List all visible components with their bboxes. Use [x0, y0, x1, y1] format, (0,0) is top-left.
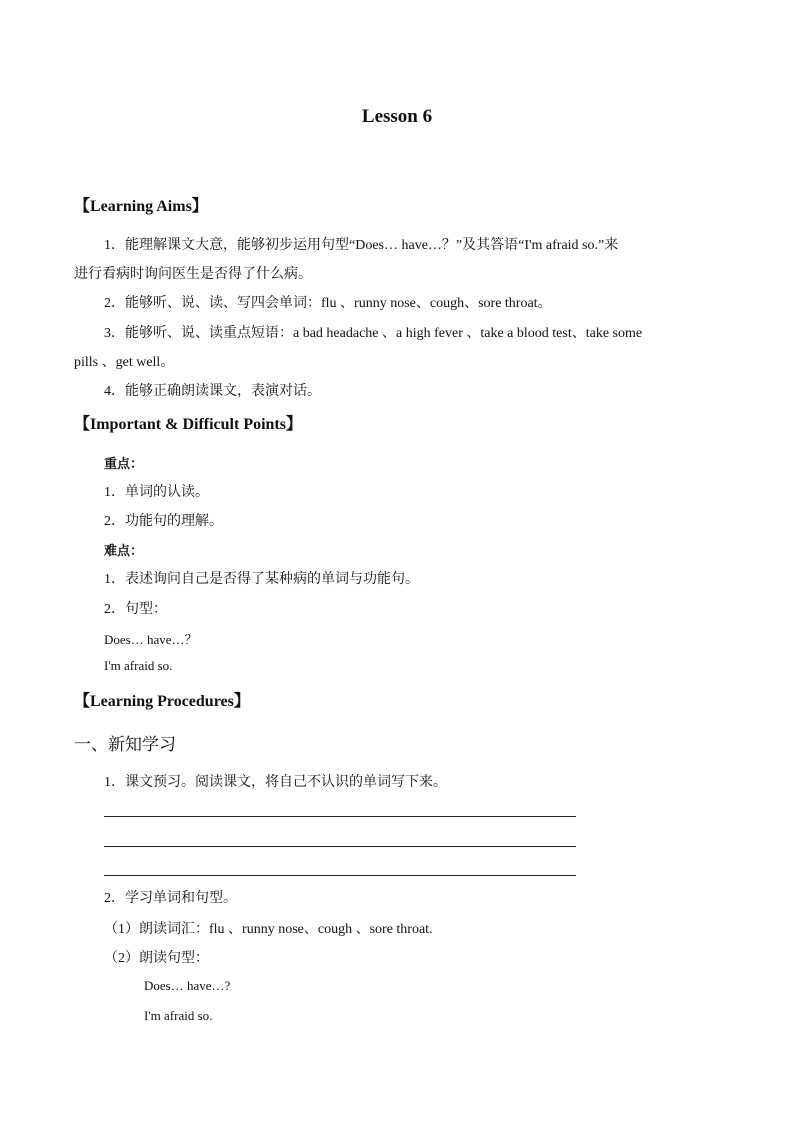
practice-pattern-2: I'm afraid so.: [144, 1008, 213, 1023]
difficult-point-2: 2．句型：: [104, 602, 167, 617]
answer-line-3[interactable]: [104, 875, 576, 876]
aim-1-line-2: 进行看病时询问医生是否得了什么病。: [74, 267, 312, 282]
aim-3-line-2: pills 、get well。: [74, 355, 175, 370]
page-title: Lesson 6: [361, 106, 433, 127]
difficult-points-label: 难点：: [104, 543, 144, 558]
section-1-heading: 一、新知学习: [74, 735, 176, 754]
step-2-1: （1）朗读词汇：flu 、runny nose、cough 、sore throat.: [104, 922, 433, 937]
answer-line-2[interactable]: [104, 846, 576, 847]
practice-pattern-1: Does… have…?: [144, 978, 231, 993]
step-1: 1．课文预习。阅读课文，将自己不认识的单词写下来。: [104, 775, 447, 790]
learning-aims-heading: 【Learning Aims】: [74, 198, 208, 215]
aim-3-line-1: 3．能够听、说、读重点短语：a bad headache 、a high fever 、take a blood test、take some: [104, 326, 643, 341]
important-difficult-heading: 【Important & Difficult Points】: [74, 416, 302, 433]
difficult-point-1: 1．表述询问自己是否得了某种病的单词与功能句。: [104, 572, 419, 587]
aim-4: 4．能够正确朗读课文，表演对话。: [104, 384, 321, 399]
sentence-pattern-1: Does… have…？: [104, 632, 198, 647]
key-point-1: 1．单词的认读。: [104, 485, 209, 500]
sentence-pattern-2: I'm afraid so.: [104, 658, 173, 673]
aim-1-line-1: 1．能理解课文大意，能够初步运用句型“Does… have…？”及其答语“I'm afraid so.”来: [104, 238, 619, 253]
aim-2: 2．能够听、说、读、写四会单词：flu 、runny nose、cough、sore throat。: [104, 296, 552, 311]
learning-procedures-heading: 【Learning Procedures】: [74, 693, 250, 710]
key-points-label: 重点：: [104, 456, 144, 471]
key-point-2: 2．功能句的理解。: [104, 514, 223, 529]
answer-line-1[interactable]: [104, 816, 576, 817]
step-2: 2．学习单词和句型。: [104, 891, 237, 906]
step-2-2: （2）朗读句型：: [104, 951, 209, 966]
